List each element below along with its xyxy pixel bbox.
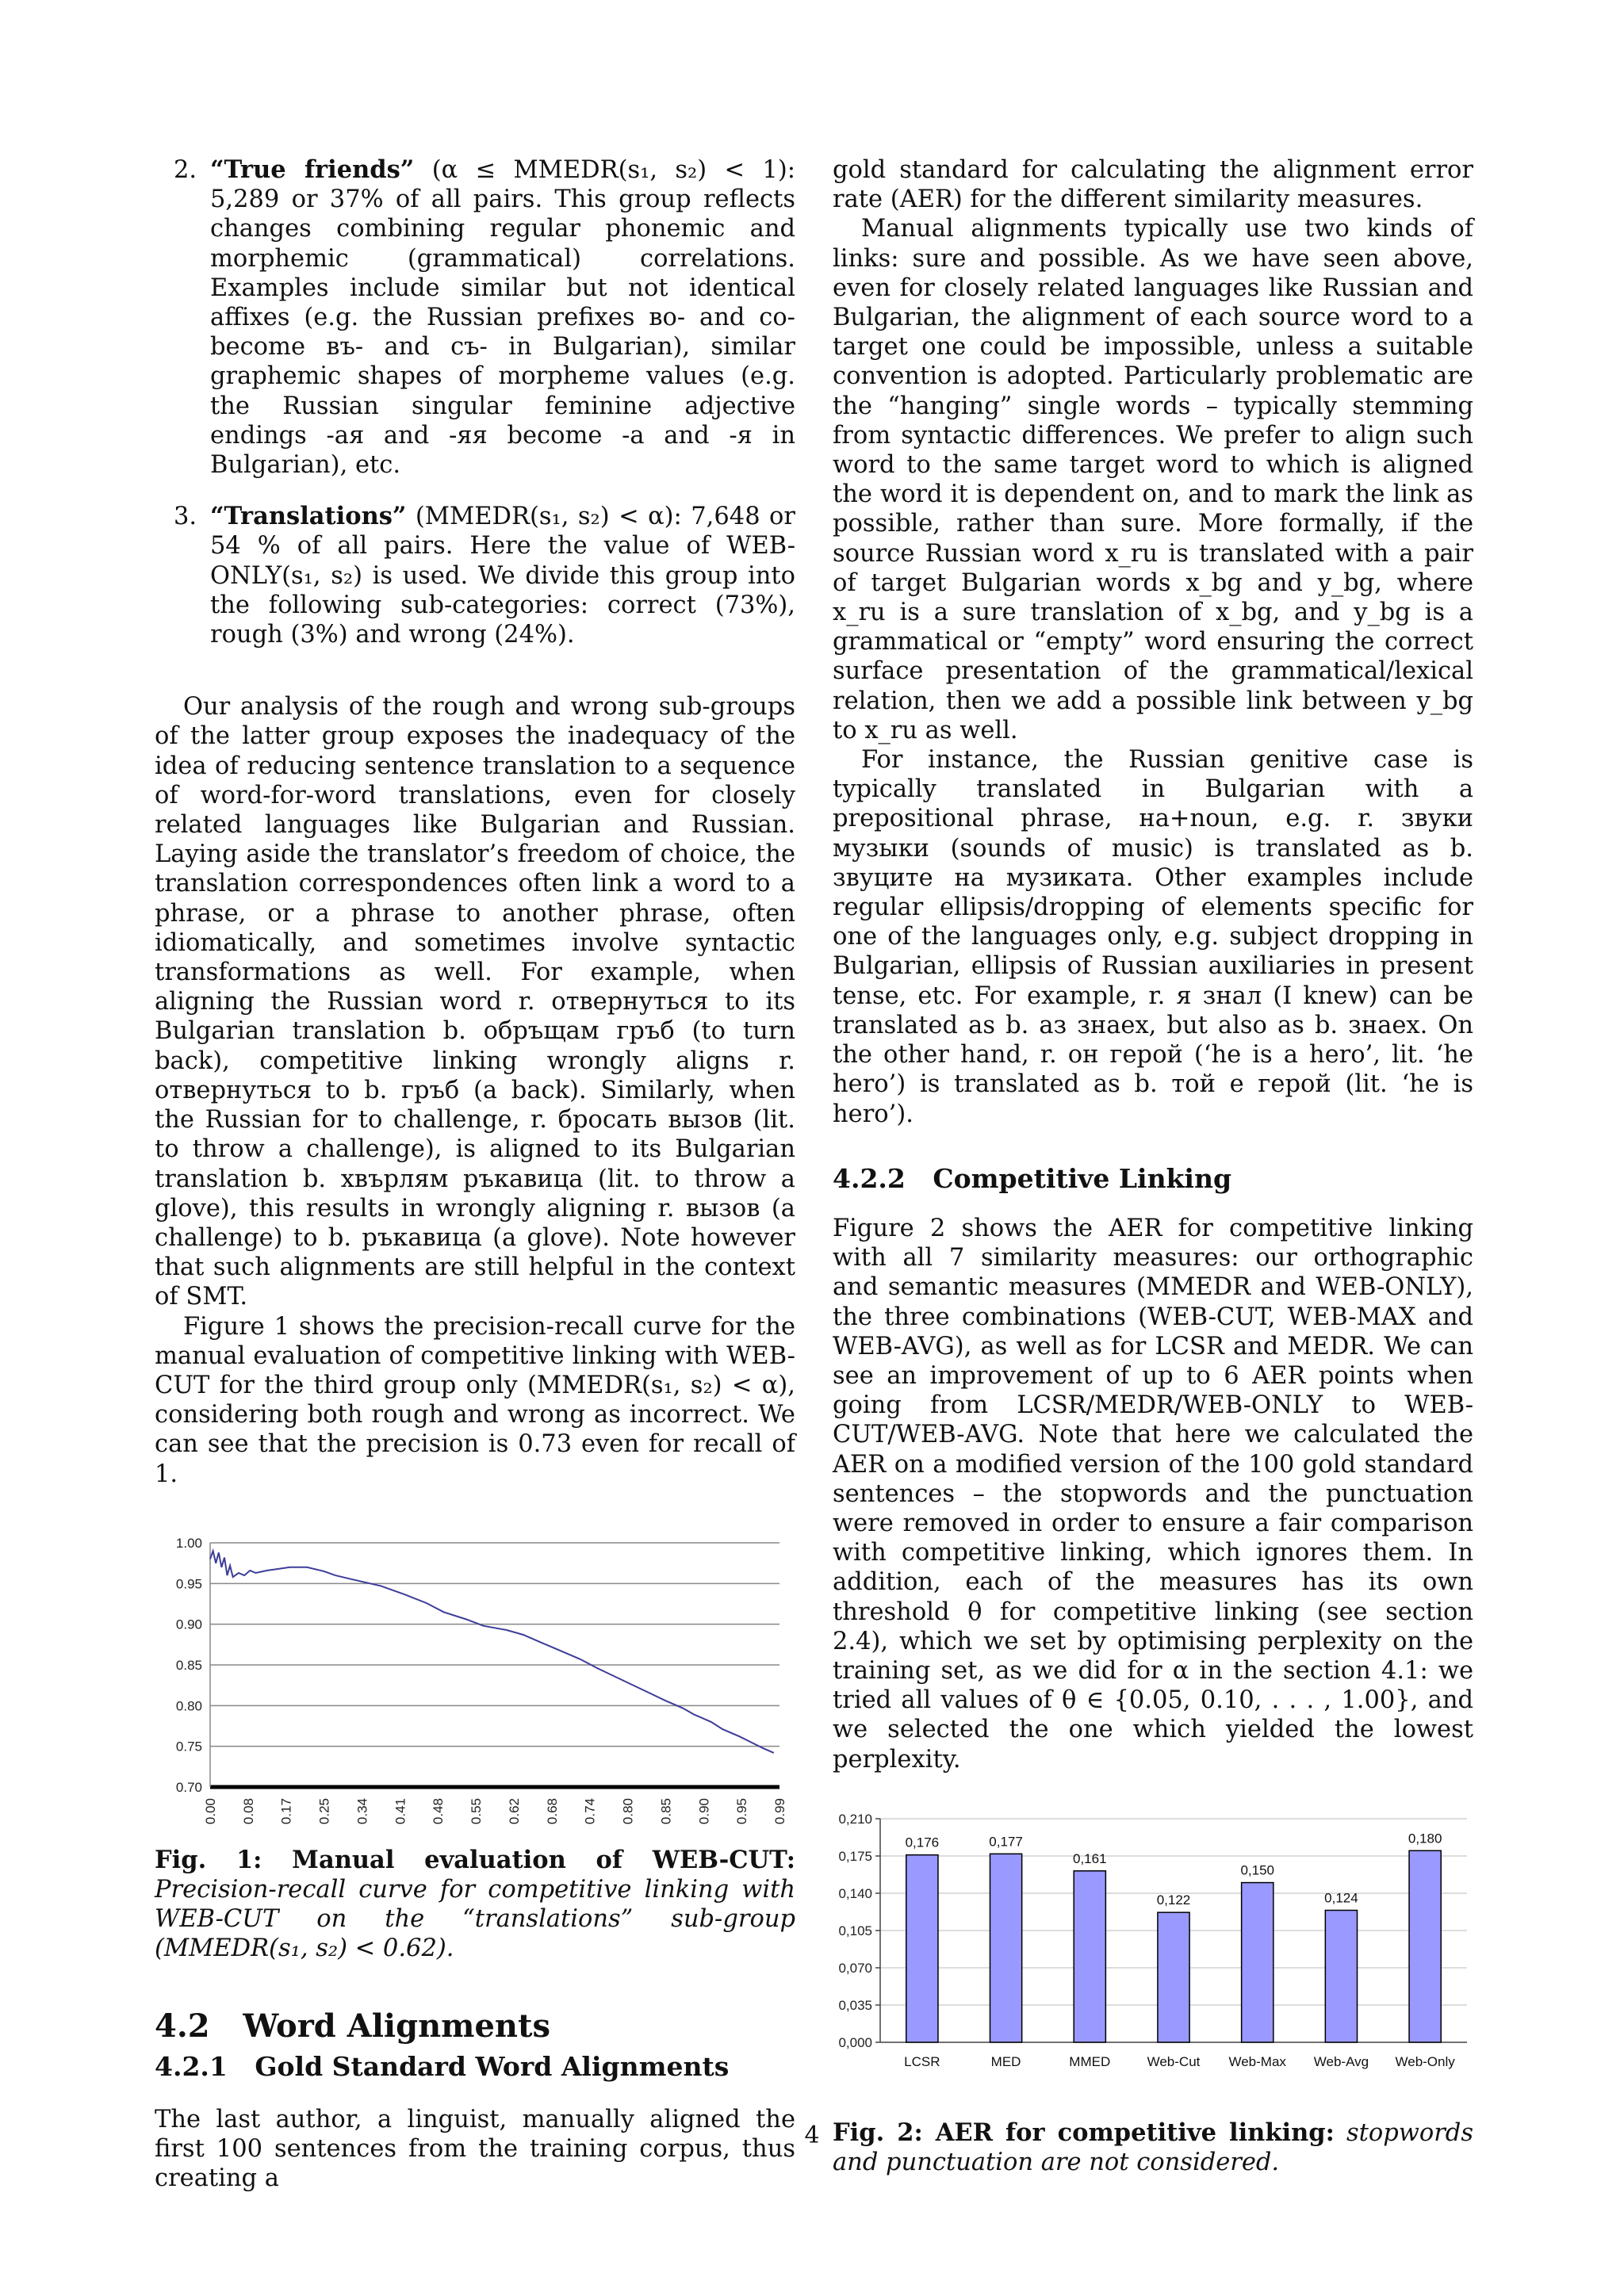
category-label: MED <box>990 2053 1021 2069</box>
y-tick-label: 0.75 <box>175 1739 202 1755</box>
y-tick-label: 0,000 <box>838 2034 872 2050</box>
bar-value-label: 0,176 <box>905 1835 940 1850</box>
bar <box>1325 1910 1357 2042</box>
x-tick-label: 0.48 <box>431 1797 446 1824</box>
figure1-caption-label: Fig. 1: Manual evaluation of WEB-CUT: <box>155 1845 795 1874</box>
category-label: MMED <box>1069 2053 1111 2069</box>
left-column <box>155 155 795 2194</box>
bar <box>1242 1882 1274 2042</box>
y-tick-label: 0,210 <box>838 1811 872 1827</box>
category-label: Web-Avg <box>1313 2053 1369 2069</box>
y-tick-label: 0,105 <box>838 1923 872 1938</box>
x-tick-label: 0.74 <box>582 1797 598 1824</box>
list-item <box>155 155 795 480</box>
y-tick-label: 0.85 <box>175 1657 202 1673</box>
x-tick-label: 0.25 <box>316 1797 332 1824</box>
bar <box>906 1854 938 2042</box>
categories-list <box>155 155 795 649</box>
x-tick-label: 0.80 <box>620 1797 636 1824</box>
y-tick-label: 0,035 <box>838 1997 872 2013</box>
precision-recall-line <box>210 1551 774 1753</box>
category-label: LCSR <box>904 2053 940 2069</box>
figure1-reference-paragraph: Figure 1 shows the precision-recall curve for the manual evaluation of competitive linking with WEB-CUT for the third group only (MMEDR(s₁, s₂) < α), considering both rough and wrong as incorrect. We can see that the precision is 0.73 even for recall of 1. <box>155 1312 795 1488</box>
figure1-caption-text: Precision-recall curve for competitive linking with WEB-CUT on the “translations” sub-group (MMEDR(s₁, s₂) < 0.62). <box>155 1875 795 1963</box>
x-tick-label: 0.62 <box>506 1797 522 1824</box>
bar-value-label: 0,150 <box>1240 1862 1274 1878</box>
x-tick-label: 0.17 <box>278 1797 294 1824</box>
competitive-linking-paragraph: Figure 2 shows the AER for competitive linking with all 7 similarity measures: our orthographic and semantic measures (MMEDR and WEB-ONLY), the three combinations (WEB-CUT, WEB-MAX and WEB-AVG), as well as for LCSR and MEDR. We can see an improvement of up to 6 AER points when going from LCSR/MEDR/WEB-ONLY to WEB-CUT/WEB-AVG. Note that here we calculated the AER on a modified version of the 100 gold standard sentences – the stopwords and the punctuation were removed in order to ensure a fair comparison with competitive linking, which ignores them. In addition, each of the measures has its own threshold θ for competitive linking (see section 2.4), which we set by optimising perplexity on the training set, as we did for α in the section 4.1: we tried all values of θ ∈ {0.05, 0.10, . . . , 1.00}, and we selected the one which yielded the lowest perplexity. <box>833 1214 1473 1774</box>
bar <box>1158 1912 1189 2042</box>
y-tick-label: 0,140 <box>838 1885 872 1901</box>
bar-value-label: 0,161 <box>1073 1850 1107 1866</box>
subsection-title: Gold Standard Word Alignments <box>255 2050 730 2082</box>
bar-value-label: 0,177 <box>989 1834 1023 1850</box>
x-tick-label: 0.99 <box>772 1797 787 1824</box>
section-heading <box>155 2007 795 2045</box>
section-title: Word Alignments <box>243 2007 551 2045</box>
y-tick-label: 0.80 <box>175 1698 202 1714</box>
category-label: Web-Cut <box>1147 2053 1201 2069</box>
x-tick-label: 0.00 <box>203 1797 218 1824</box>
x-tick-label: 0.85 <box>658 1797 674 1824</box>
page-number: 4 <box>804 2122 820 2149</box>
x-tick-label: 0.95 <box>734 1797 750 1824</box>
x-tick-label: 0.41 <box>393 1797 408 1824</box>
y-tick-label: 0.70 <box>175 1779 202 1795</box>
list-item-condition: (α ≤ MMEDR(s₁, s₂) < 1): <box>431 156 796 184</box>
y-tick-label: 0.95 <box>175 1576 202 1592</box>
y-tick-label: 0.90 <box>175 1617 202 1632</box>
x-tick-label: 0.68 <box>544 1797 560 1824</box>
aer-bar-chart <box>833 1809 1473 2087</box>
gold-standard-paragraph: The last author, a linguist, manually aligned the first 100 sentences from the training corpus, thus creating a <box>155 2105 795 2193</box>
precision-recall-chart <box>155 1525 795 1836</box>
manual-alignments-paragraph: Manual alignments typically use two kinds of links: sure and possible. As we have seen above, even for closely related languages like Russian and Bulgarian, the alignment of each source word to a target one could be impossible, unless a suitable convention is adopted. Particularly problematic are the “hanging” single words – typically stemming from syntactic differences. We prefer to align such word to the same target word to which is aligned the word it is dependent on, and to mark the link as possible, rather than sure. More formally, if the source Russian word x_ru is translated with a pair of target Bulgarian words x_bg and y_bg, where x_ru is a sure translation of x_bg, and y_bg is a grammatical or “empty” word ensuring the correct surface presentation of the grammatical/lexical relation, then we add a possible link between y_bg to x_ru as well. <box>833 215 1473 744</box>
subsection-heading <box>833 1164 1473 1193</box>
category-label: Web-Max <box>1228 2053 1286 2069</box>
list-item-number: 2. <box>174 156 197 184</box>
bar-value-label: 0,180 <box>1408 1831 1442 1846</box>
subsection-heading <box>155 2052 795 2081</box>
y-tick-label: 0,175 <box>838 1848 872 1864</box>
x-tick-label: 0.90 <box>696 1797 712 1824</box>
bar <box>990 1854 1021 2042</box>
y-tick-label: 0,070 <box>838 1960 872 1976</box>
category-label: Web-Only <box>1395 2053 1455 2069</box>
x-tick-label: 0.34 <box>354 1797 370 1824</box>
list-item-number: 3. <box>174 503 197 531</box>
subsection-number: 4.2.2 <box>833 1162 906 1194</box>
y-tick-label: 1.00 <box>175 1535 202 1551</box>
list-item <box>155 502 795 649</box>
subsection-number: 4.2.1 <box>155 2050 228 2082</box>
bar-value-label: 0,122 <box>1156 1892 1191 1908</box>
analysis-paragraph: Our analysis of the rough and wrong sub-groups of the latter group exposes the inadequacy of the idea of reducing sentence translation to a sequence of word-for-word translations, even for closely related languages like Bulgarian and Russian. Laying aside the translator’s freedom of choice, the translation correspondences often link a word to a phrase, or a phrase to another phrase, often idiomatically, and sometimes involve syntactic transformations as well. For example, when aligning the Russian word r. отвернуться to its Bulgarian translation b. обръщам гръб (to turn back), competitive linking wrongly aligns r. отвернуться to b. гръб (a back). Similarly, when the Russian for to challenge, r. бросать вызов (lit. to throw a challenge), is aligned to its Bulgarian translation b. хвърлям ръкавица (lit. to throw a glove), this results in wrongly aligning r. вызов (a challenge) to b. ръкавица (a glove). Note however that such alignments are still helpful in the context of SMT. <box>155 693 795 1311</box>
figure2-caption-text: stopwords and punctuation are not considered. <box>833 2118 1473 2176</box>
continued-paragraph: gold standard for calculating the alignment error rate (AER) for the different similarity measures. <box>833 156 1473 214</box>
list-item-title: “Translations” <box>210 502 407 531</box>
section-number: 4.2 <box>155 2007 210 2045</box>
genitive-example-paragraph: For instance, the Russian genitive case is typically translated in Bulgarian with a prepositional phrase, на+noun, e.g. r. звуки музыки (sounds of music) is translated as b. звуците на музиката. Other examples include regular ellipsis/dropping of elements specific for one of the languages only, e.g. subject dropping in Bulgarian, ellipsis of Russian auxiliaries in present tense, etc. For example, r. я знал (I knew) can be translated as b. аз знаех, but also as b. знаех. On the other hand, r. он герой (‘he is a hero’, lit. ‘he hero’) is translated as b. той е герой (lit. ‘he is hero’). <box>833 746 1473 1128</box>
bar <box>1074 1871 1105 2042</box>
x-tick-label: 0.08 <box>240 1797 256 1824</box>
list-item-text: 5,289 or 37% of all pairs. This group reflects changes combining regular phonemic and morphemic (grammatical) correlations. Examples include similar but not identical affixes (e.g. the Russian prefixes во- and со- become въ- and съ- in Bulgarian), similar graphemic shapes of morpheme values (e.g. the Russian singular feminine adjective endings -ая and -яя become -а and -я in Bulgarian), etc. <box>210 186 795 480</box>
figure2-caption-label: Fig. 2: AER for competitive linking: <box>833 2118 1335 2147</box>
x-tick-label: 0.55 <box>469 1797 485 1824</box>
bar <box>1409 1850 1441 2042</box>
right-column <box>833 155 1473 2177</box>
list-item-title: “True friends” <box>210 155 415 184</box>
bar-value-label: 0,124 <box>1324 1890 1358 1906</box>
figure1-caption <box>155 1846 795 1964</box>
subsection-title: Competitive Linking <box>933 1162 1232 1194</box>
list-item-condition: (MMEDR(s₁, s₂) < α): <box>415 503 682 531</box>
list-item-text: 7,648 or 54 % of all pairs. Here the value of WEB-ONLY(s₁, s₂) is used. We divide this group into the following sub-categories: correct (73%), rough (3%) and wrong (24%). <box>210 503 795 649</box>
